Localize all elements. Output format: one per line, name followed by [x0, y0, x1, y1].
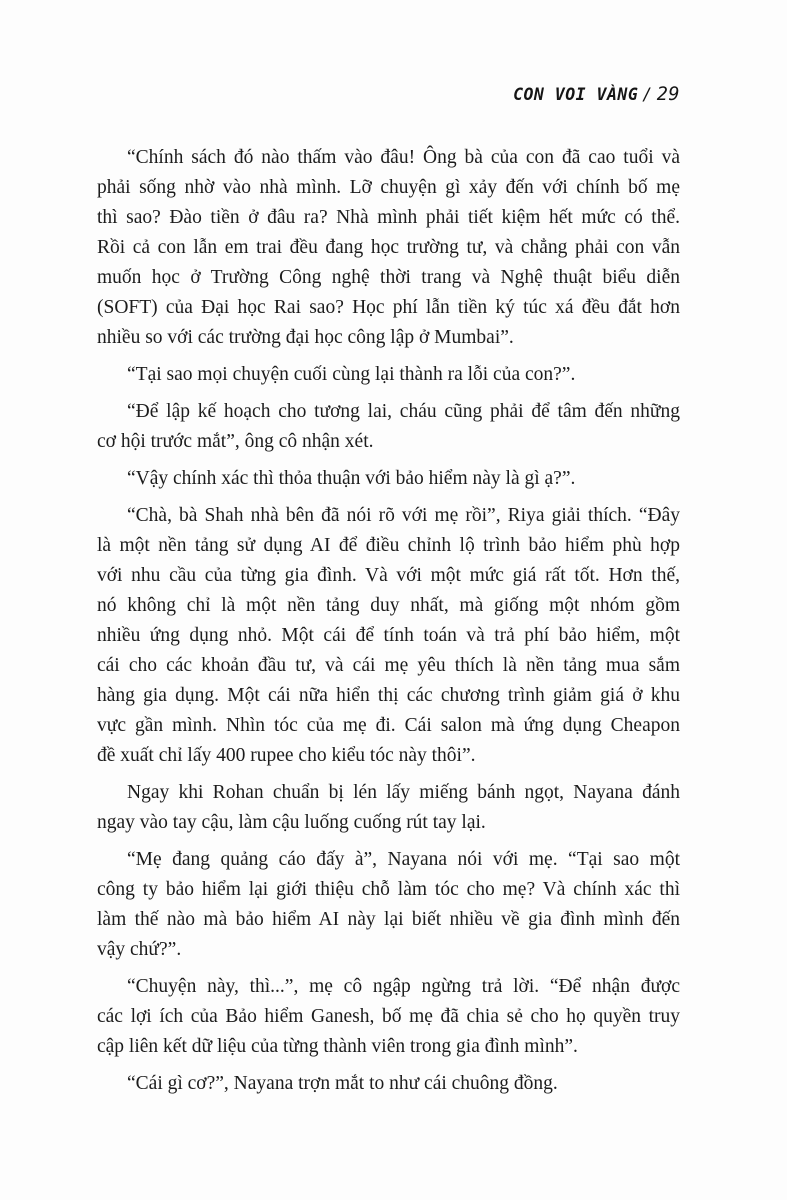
text-line: “Cái gì cơ?”, Nayana trợn mắt to như cái chuông đồng. [127, 1073, 558, 1094]
text-line: “Chính sách đó nào thấm vào đâu! Ông bà của con đã cao tuổi và [127, 147, 680, 168]
text-line: “Mẹ đang quảng cáo đấy à”, Nayana nói với mẹ. “Tại sao một [127, 849, 680, 870]
text-line: “Chà, bà Shah nhà bên đã nói rõ với mẹ rồi”, Riya giải thích. “Đây [127, 505, 680, 526]
text-line: với nhu cầu của từng gia đình. Và với một mức giá rất tốt. Hơn thế, [97, 565, 680, 586]
text-line: là một nền tảng sử dụng AI để điều chỉnh lộ trình bảo hiểm phù hợp [97, 535, 680, 556]
text-line: “Vậy chính xác thì thỏa thuận với bảo hiểm này là gì ạ?”. [127, 468, 576, 489]
text-line: muốn học ở Trường Công nghệ thời trang và Nghệ thuật biểu diễn [97, 267, 680, 288]
book-title: CON VOI VÀNG [513, 85, 639, 104]
text-line: phải sống nhờ vào nhà mình. Lỡ chuyện gì xảy đến với chính bố mẹ [97, 177, 680, 198]
text-line: hàng gia dụng. Một cái nữa hiển thị các chương trình giảm giá ở khu [97, 685, 680, 706]
paragraph [97, 845, 680, 965]
text-line: (SOFT) của Đại học Rai sao? Học phí lẫn tiền ký túc xá đều đắt hơn [97, 297, 680, 318]
text-line: đề xuất chỉ lấy 400 rupee cho kiểu tóc này thôi”. [97, 745, 476, 766]
text-line: nó không chỉ là một nền tảng duy nhất, mà giống một nhóm gồm [97, 595, 680, 616]
text-line: công ty bảo hiểm lại giới thiệu chỗ làm tóc cho mẹ? Và chính xác thì [97, 879, 680, 900]
text-line: thì sao? Đào tiền ở đâu ra? Nhà mình phải tiết kiệm hết mức có thể. [97, 207, 680, 228]
text-line: cơ hội trước mắt”, ông cô nhận xét. [97, 431, 374, 452]
text-line: “Tại sao mọi chuyện cuối cùng lại thành ra lỗi của con?”. [127, 364, 576, 385]
text-line: Ngay khi Rohan chuẩn bị lén lấy miếng bánh ngọt, Nayana đánh [127, 782, 680, 803]
text-line: làm thế nào mà bảo hiểm AI này lại biết nhiều về gia đình mình đến [97, 909, 680, 930]
text-line: các lợi ích của Bảo hiểm Ganesh, bố mẹ đã chia sẻ cho họ quyền truy [97, 1006, 680, 1027]
paragraph [97, 972, 680, 1062]
running-header [97, 84, 680, 106]
paragraph [97, 1069, 680, 1099]
text-line: vực gần mình. Nhìn tóc của mẹ đi. Cái salon mà ứng dụng Cheapon [97, 715, 680, 736]
text-line: Rồi cả con lẫn em trai đều đang học trường tư, và chẳng phải con vẫn [97, 237, 680, 258]
paragraph [97, 464, 680, 494]
text-line: ngay vào tay cậu, làm cậu luống cuống rút tay lại. [97, 812, 486, 833]
text-line: “Để lập kế hoạch cho tương lai, cháu cũng phải để tâm đến những [127, 401, 680, 422]
paragraph [97, 778, 680, 838]
paragraph [97, 360, 680, 390]
page-body [97, 143, 680, 1099]
paragraph [97, 501, 680, 771]
text-line: “Chuyện này, thì...”, mẹ cô ngập ngừng trả lời. “Để nhận được [127, 976, 680, 997]
text-line: nhiều ứng dụng nhỏ. Một cái để tính toán và trả phí bảo hiểm, một [97, 625, 680, 646]
text-line: cái cho các khoản đầu tư, và cái mẹ yêu thích là nền tảng mua sắm [97, 655, 680, 676]
paragraph [97, 143, 680, 353]
paragraph [97, 397, 680, 457]
text-line: vậy chứ?”. [97, 939, 182, 960]
text-line: nhiều so với các trường đại học công lập ở Mumbai”. [97, 327, 514, 348]
header-separator: / [642, 85, 653, 104]
text-line: cập liên kết dữ liệu của từng thành viên trong gia đình mình”. [97, 1036, 578, 1057]
page-number: 29 [656, 84, 680, 105]
